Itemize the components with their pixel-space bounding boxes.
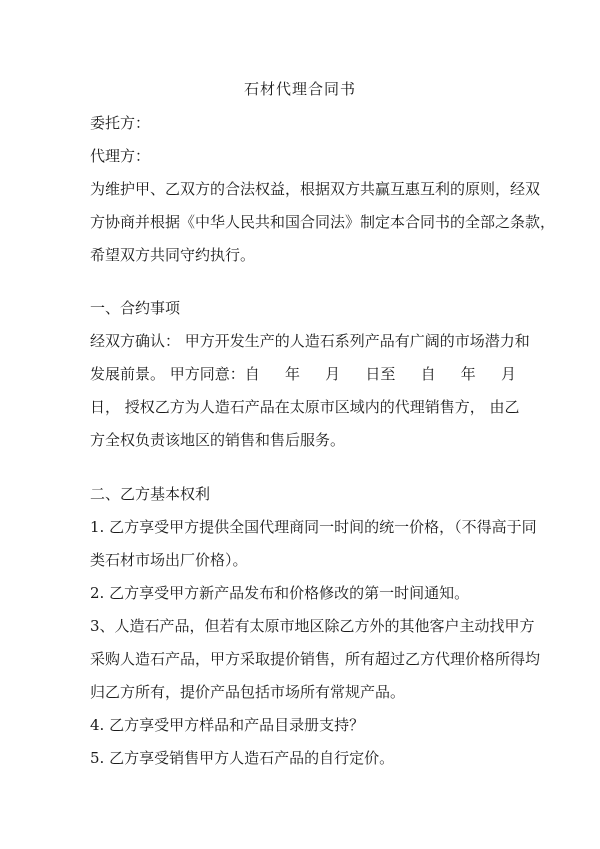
section2-line-1: 1. 乙方享受甲方提供全国代理商同一时间的统一价格，（不得高于同 [90, 518, 537, 536]
section1-line-3: 日， 授权乙方为人造石产品在太原市区域内的代理销售方， 由乙 [90, 398, 520, 416]
section1-line-1: 经双方确认： 甲方开发生产的人造石系列产品有广阔的市场潜力和 [90, 332, 530, 350]
date-line-part: 年 [460, 365, 476, 383]
section2-line-2: 类石材市场出厂价格）。 [90, 551, 248, 569]
date-line-part: 月 [325, 365, 341, 383]
preamble-line-3: 希望双方共同守约执行。 [90, 246, 256, 264]
section2-line-6: 归乙方所有，提价产品包括市场所有常规产品。 [90, 683, 406, 701]
section2-heading: 二、乙方基本权利 [90, 485, 211, 503]
section2-line-4: 3、人造石产品，但若有太原市地区除乙方外的其他客户主动找甲方 [90, 617, 535, 635]
date-line-part: 日至 [365, 365, 396, 383]
section2-line-5: 采购人造石产品，甲方采取提价销售，所有超过乙方代理价格所得均 [90, 650, 541, 668]
preamble-line-1: 为维护甲、乙双方的合法权益，根据双方共赢互惠互利的原则，经双 [90, 180, 541, 198]
section2-line-3: 2. 乙方享受甲方新产品发布和价格修改的第一时间通知。 [90, 584, 470, 602]
section1-heading: 一、合约事项 [90, 299, 181, 317]
date-line-part: 月 [500, 365, 516, 383]
client-label: 委托方： [90, 114, 151, 132]
preamble-line-2: 方协商并根据《中华人民共和国合同法》制定本合同书的全部之条款， [90, 213, 556, 231]
section1-line-4: 方全权负责该地区的销售和售后服务。 [90, 431, 346, 449]
page-title: 石材代理合同书 [243, 80, 356, 98]
date-line-part: 年 [284, 365, 300, 383]
section2-line-8: 5. 乙方享受销售甲方人造石产品的自行定价。 [90, 749, 395, 767]
section1-date-line [90, 364, 516, 384]
agent-label: 代理方： [90, 147, 151, 165]
date-line-part: 自 [420, 365, 436, 383]
section2-line-7: 4. 乙方享受甲方样品和产品目录册支持？ [90, 716, 365, 734]
date-line-part: 发展前景。 甲方同意：自 [90, 365, 260, 383]
